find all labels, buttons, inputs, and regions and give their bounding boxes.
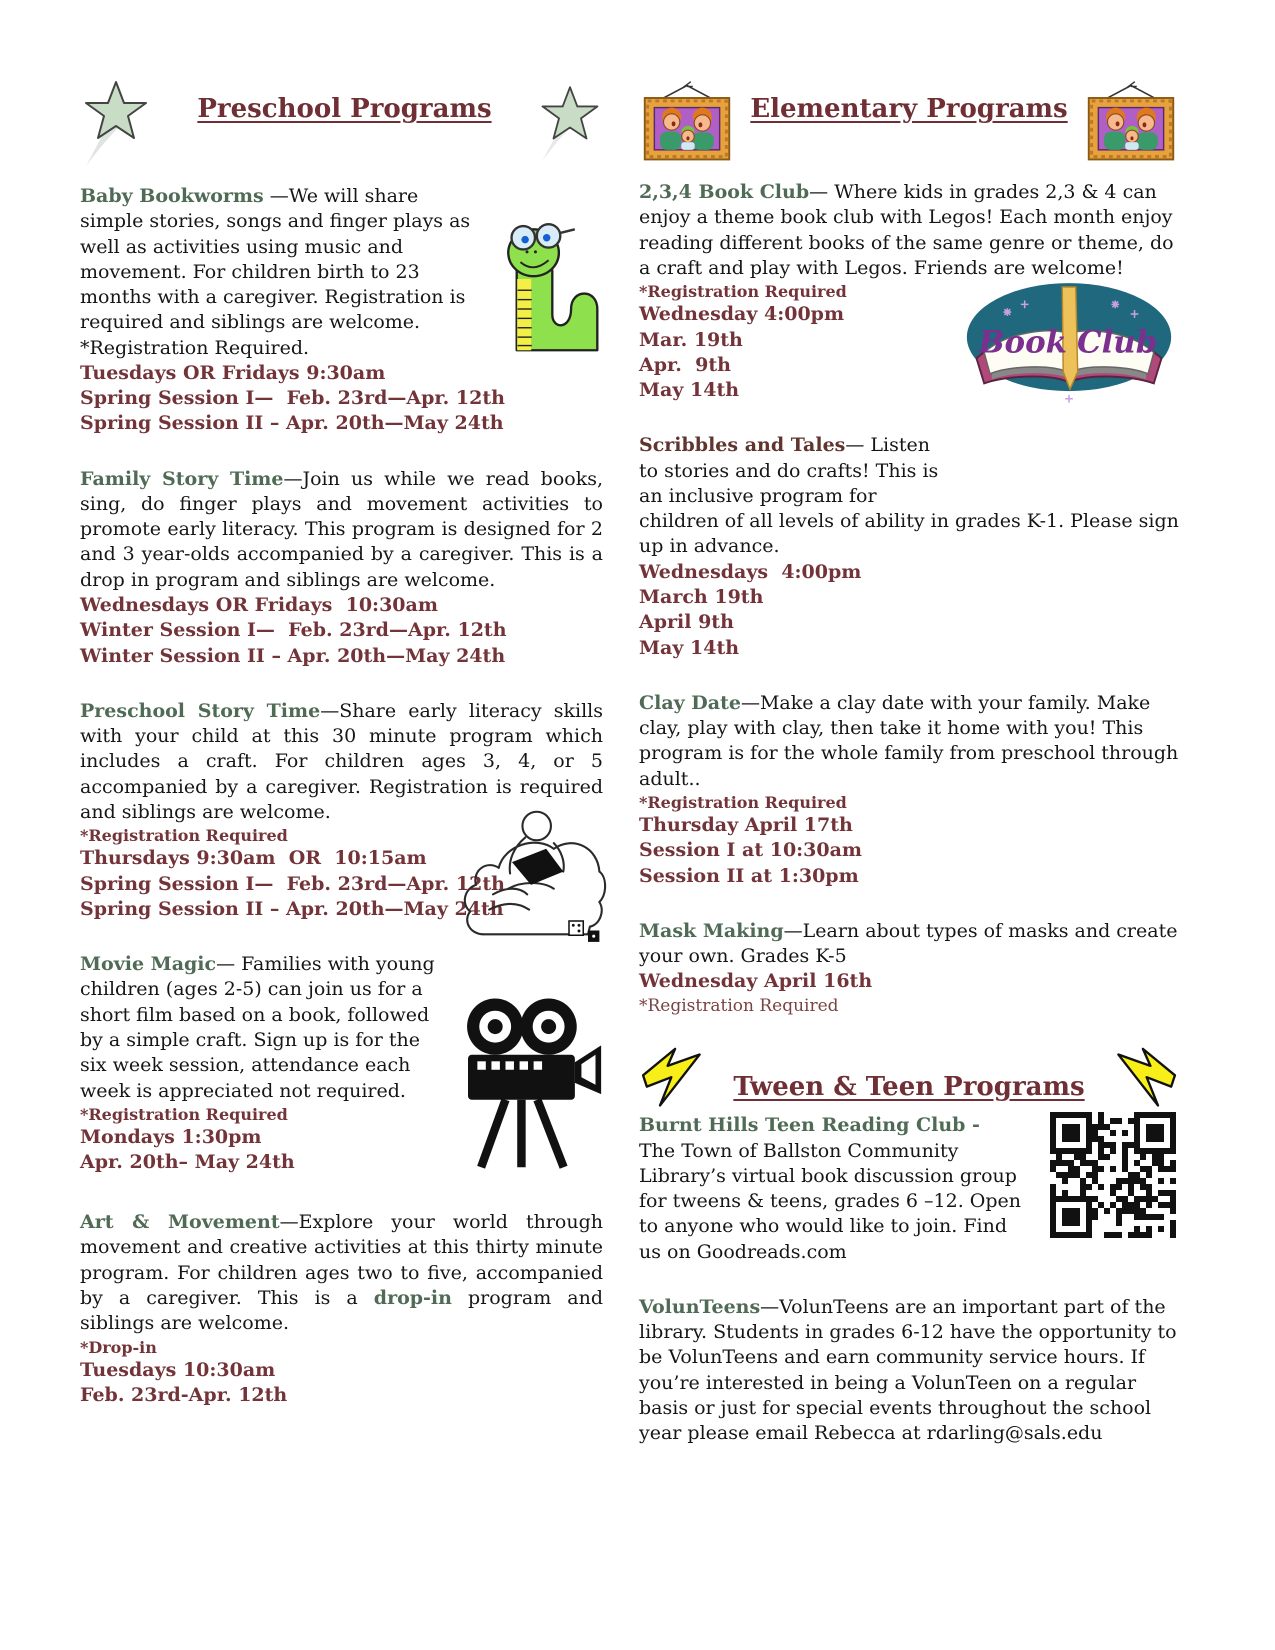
section-movie-magic xyxy=(80,952,603,1180)
schedule-line: Mar. 19th xyxy=(639,328,743,351)
schedule-line: Spring Session II – Apr. 20th—May 24th xyxy=(80,412,504,435)
wrap-spacer xyxy=(951,433,1179,489)
dash-separator: — xyxy=(263,185,289,207)
movie-camera-clipart xyxy=(453,986,603,1176)
program-name: Family Story Time xyxy=(80,467,284,490)
schedule-line: Thursdays 9:30am OR 10:15am xyxy=(80,847,427,870)
section-family-story-time xyxy=(80,467,603,669)
lightning-bolt-icon xyxy=(1103,1047,1179,1113)
schedule-line: Winter Session II – Apr. 20th—May 24th xyxy=(80,644,506,667)
schedule-line: Tuesdays OR Fridays 9:30am xyxy=(80,361,386,384)
program-description: Families with young children (ages 2-5) can join us for a short film based on a book, followed by a simple craft. Sign up is for the six week session, attendance each week is appreciated not required. xyxy=(80,953,435,1102)
bookclub-logo-book-text: Book xyxy=(978,324,1068,361)
section-234-book-club xyxy=(639,180,1179,403)
bookworm-clipart xyxy=(481,204,603,354)
dash-separator: — xyxy=(279,1211,299,1234)
preschool-header xyxy=(80,78,603,170)
program-description: VolunTeens are an important part of the library. Students in grades 6-12 have the opportunity to be VolunTeens and earn community service hours. If you’re interested in being a VolunTeen on a regular basis or just for special events throughout the school year please email Rebecca at rdarling@sals.edu xyxy=(639,1295,1177,1445)
column-preschool xyxy=(80,78,603,1477)
registration-note: *Registration Required xyxy=(639,792,847,812)
schedule-line: April 9th xyxy=(639,611,734,634)
section-clay-date xyxy=(639,691,1179,889)
schedule-line: March 19th xyxy=(639,585,764,608)
section-baby-bookworms xyxy=(80,184,603,437)
schedule-line: Mondays 1:30pm xyxy=(80,1126,262,1149)
program-name: 2,3,4 Book Club xyxy=(639,181,810,203)
drop-in-highlight: drop-in xyxy=(373,1286,452,1309)
program-name: Burnt Hills Teen Reading Club - xyxy=(639,1114,980,1137)
program-paragraph xyxy=(80,467,603,593)
shooting-star-icon xyxy=(80,78,152,170)
program-description: The Town of Ballston Community Library’s virtual book discussion group for tweens & teens, grades 6 –12. Open to anyone who would like to join. Find us on Goodreads.com xyxy=(639,1139,1022,1263)
program-name: Baby Bookworms xyxy=(80,185,264,207)
program-description: program and siblings are welcome. xyxy=(80,1286,603,1335)
schedule-line: Apr. 9th xyxy=(639,353,731,376)
program-description: Join us while we read books, sing, do finger plays and movement activities to promote early literacy. This program is designed for 2 and 3 year-olds accompanied by a caregiver. This is a drop in program and siblings are welcome. xyxy=(80,467,603,591)
schedule-line: Wednesdays OR Fridays 10:30am xyxy=(80,593,438,616)
elementary-header xyxy=(639,78,1179,166)
registration-note: *Registration Required xyxy=(639,995,839,1016)
registration-note: *Registration Required xyxy=(80,1104,288,1124)
registration-note: *Registration Required xyxy=(80,826,288,846)
registration-note: *Registration Required. xyxy=(80,336,310,359)
program-description: Listen to stories and do crafts! This is an inclusive program for children of all levels of ability in grades K-1. Please sign up in advance. xyxy=(639,434,1179,558)
schedule-block xyxy=(639,281,1179,403)
schedule-line: Tuesdays 10:30am xyxy=(80,1358,276,1381)
section-art-and-movement xyxy=(80,1210,603,1408)
dash-separator: — xyxy=(809,181,835,203)
program-name: Movie Magic xyxy=(80,953,217,976)
preschool-title: Preschool Programs xyxy=(197,94,492,124)
program-paragraph xyxy=(639,919,1179,970)
dash-separator: — xyxy=(783,919,803,942)
schedule-line: Winter Session I— Feb. 23rd—Apr. 12th xyxy=(80,619,507,642)
schedule-line: May 14th xyxy=(639,379,740,402)
section-mask-making xyxy=(639,919,1179,1017)
program-name: Art & Movement xyxy=(80,1211,280,1234)
schedule-line: Spring Session I— Feb. 23rd—Apr. 12th xyxy=(80,872,505,895)
dash-separator: — xyxy=(216,953,242,976)
bookclub-logo-club-text: Club xyxy=(1077,324,1158,361)
schedule-line: Apr. 20th– May 24th xyxy=(80,1151,295,1174)
program-description: Where kids in grades 2,3 & 4 can enjoy a theme book club with Legos! Each month enjoy reading different books of the same genre or theme, do a craft and play with Legos. Friends are welcome! xyxy=(639,181,1174,279)
drop-in-note: *Drop-in xyxy=(80,1337,157,1357)
program-paragraph xyxy=(639,691,1179,792)
dash-separator: — xyxy=(760,1295,780,1318)
tween-teen-header xyxy=(639,1047,1179,1113)
schedule-line: Wednesdays 4:00pm xyxy=(639,560,862,583)
program-paragraph xyxy=(639,1295,1179,1447)
schedule-line: Spring Session I— Feb. 23rd—Apr. 12th xyxy=(80,387,505,410)
program-description: Share early literacy skills with your child at this 30 minute program which includes a craft. For children ages 3, 4, or 5 accompanied by a caregiver. Registration is required and siblings are welcome. xyxy=(80,699,603,823)
section-scribbles-and-tales xyxy=(639,433,1179,660)
schedule-line: Wednesday 4:00pm xyxy=(639,303,845,326)
program-description: Learn about types of masks and create your own. Grades K-5 xyxy=(639,919,1178,968)
lightning-bolt-icon xyxy=(639,1047,715,1113)
program-name: Clay Date xyxy=(639,691,741,714)
reading-in-chair-clipart xyxy=(455,780,607,948)
framed-family-portrait-clipart xyxy=(639,78,735,166)
schedule-line: Wednesday April 16th xyxy=(639,970,873,993)
shooting-star-icon xyxy=(537,78,603,166)
qr-code xyxy=(1047,1109,1179,1241)
book-club-logo xyxy=(963,271,1175,409)
program-name: Scribbles and Tales xyxy=(639,434,846,457)
program-name: Mask Making xyxy=(639,919,784,942)
program-name: VolunTeens xyxy=(639,1295,761,1318)
schedule-line: Feb. 23rd-Apr. 12th xyxy=(80,1384,288,1407)
program-paragraph xyxy=(639,180,1179,281)
section-burnt-hills-teen-reading-club xyxy=(639,1113,1179,1265)
framed-family-portrait-clipart xyxy=(1083,78,1179,166)
section-volunteens xyxy=(639,1295,1179,1447)
dash-separator: — xyxy=(740,691,760,714)
registration-note: *Registration Required xyxy=(639,282,847,302)
dash-separator: — xyxy=(845,434,871,457)
program-description: We will share simple stories, songs and finger plays as well as activities using music and movement. For children birth to 23 months with a caregiver. Registration is required and siblings are welcome. xyxy=(80,185,471,334)
tween-teen-title: Tween & Teen Programs xyxy=(733,1072,1085,1103)
elementary-title: Elementary Programs xyxy=(750,94,1068,124)
program-paragraph xyxy=(80,1210,603,1336)
program-name: Preschool Story Time xyxy=(80,699,321,722)
dash-separator: — xyxy=(283,467,303,490)
section-preschool-story-time xyxy=(80,699,603,922)
program-description: Explore your world through movement and creative activities at this thirty minute program. For children ages two to five, accompanied by a caregiver. This is a xyxy=(80,1211,603,1309)
schedule-line: Spring Session II – Apr. 20th—May 24th xyxy=(80,897,504,920)
schedule-line: May 14th xyxy=(639,636,740,659)
schedule-line: Session II at 1:30pm xyxy=(639,864,859,887)
column-elementary-teen xyxy=(639,78,1179,1477)
schedule-line: Thursday April 17th xyxy=(639,814,853,837)
schedule-line: Session I at 10:30am xyxy=(639,839,863,862)
program-paragraph xyxy=(639,433,1179,559)
program-description: Make a clay date with your family. Make clay, play with clay, then take it home with you! This program is for the whole family from preschool through adult.. xyxy=(639,691,1179,790)
dash-separator: — xyxy=(320,699,340,722)
